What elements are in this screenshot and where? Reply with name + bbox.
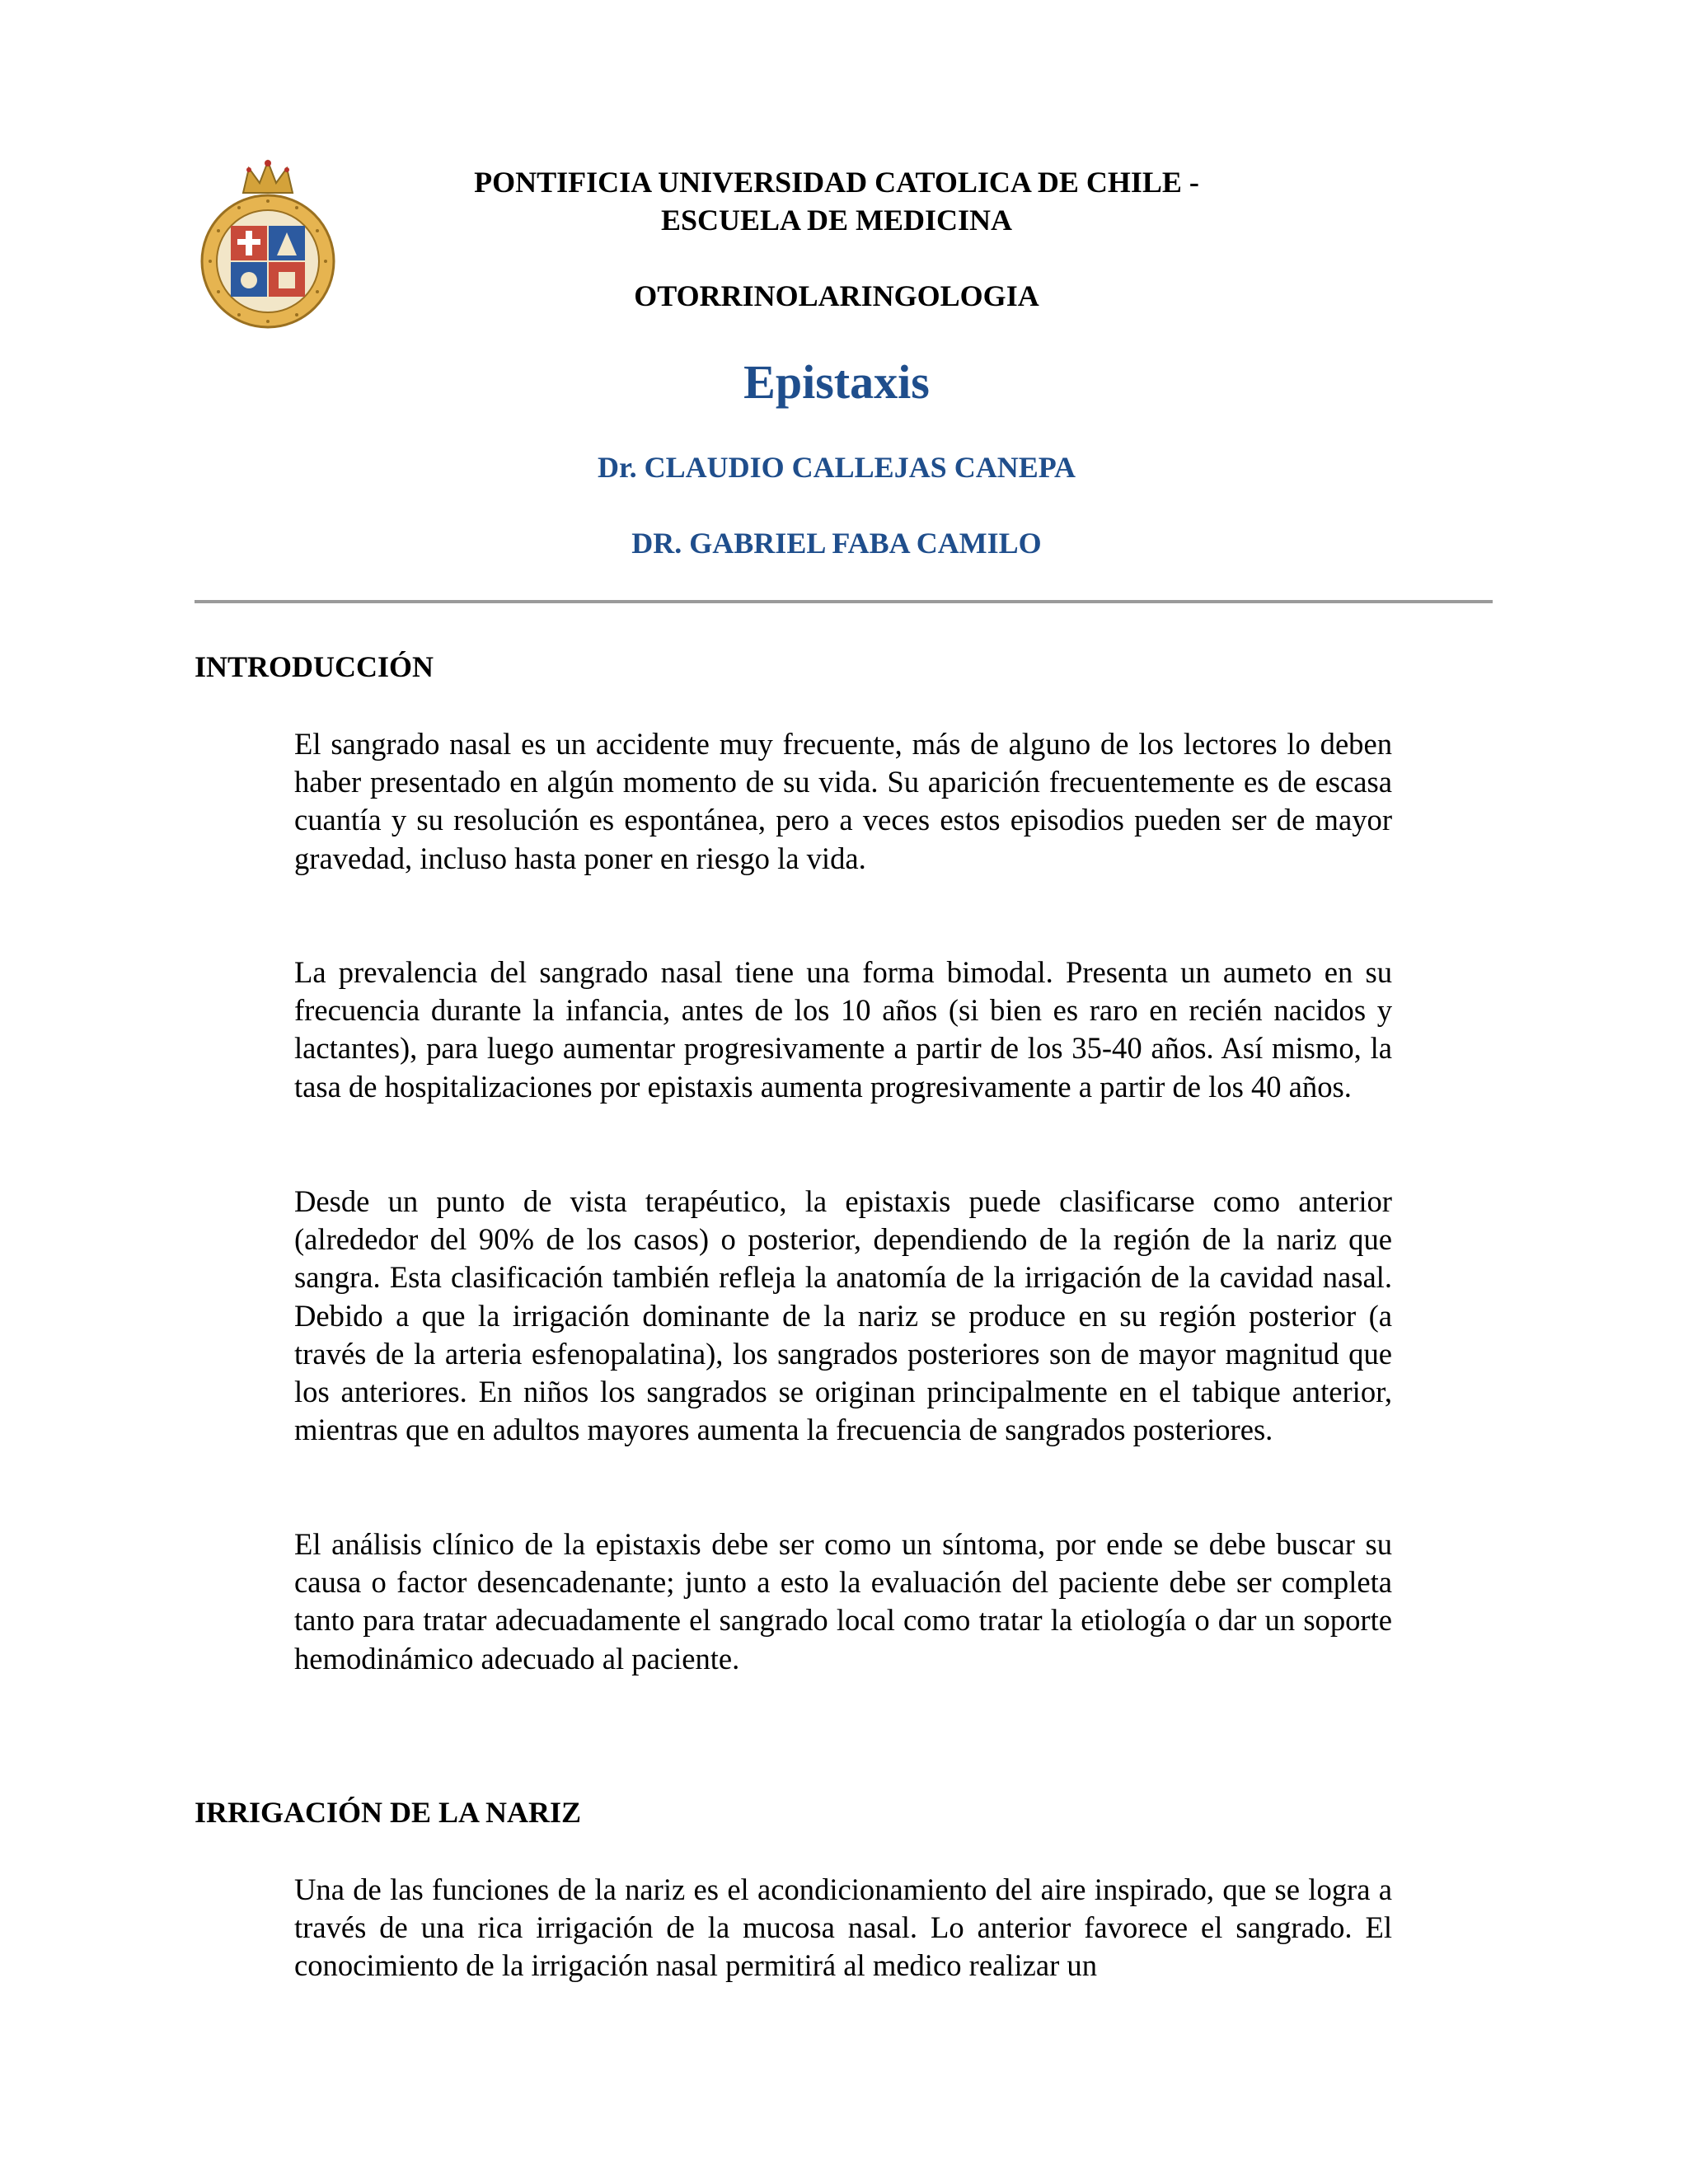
body-paragraph: Desde un punto de vista terapéutico, la epistaxis puede clasificarse como anterior (alrededor del 90% de los casos) o posterior, dependiendo de la región de la nariz que sangra. Esta clasificación también refleja la anatomía de la irrigación de la cavidad nasal. Debido a que la irrigación dominante de la nariz se produce en su región posterior (a través de la arteria esfenopalatina), los sangrados posteriores son de mayor magnitud que los anteriores. En niños los sangrados se originan principalmente en el tabique anterior, mientras que en adultos mayores aumenta la frecuencia de sangrados posteriores. <box>294 1184 1392 1447</box>
author-name: DR. GABRIEL FABA CAMILO <box>631 527 1042 560</box>
department-name: OTORRINOLARINGOLOGIA <box>634 279 1039 312</box>
section-heading: INTRODUCCIÓN <box>195 650 434 683</box>
institution-name: PONTIFICIA UNIVERSIDAD CATOLICA DE CHILE - <box>474 166 1199 199</box>
document-title: Epistaxis <box>743 355 930 409</box>
institution-header <box>0 163 1673 239</box>
body-paragraph: La prevalencia del sangrado nasal tiene una forma bimodal. Presenta un aumeto en su frecuencia durante la infancia, antes de los 10 años (si bien es raro en recién nacidos y lactantes), para luego aumentar progresivamente a partir de los 35-40 años. Así mismo, la tasa de hospitalizaciones por epistaxis aumenta progresivamente a partir de los 40 años. <box>294 955 1392 1104</box>
body-paragraph: Una de las funciones de la nariz es el acondicionamiento del aire inspirado, que se logra a través de una rica irrigación de la mucosa nasal. Lo anterior favorece el sangrado. El conocimiento de la irrigación nasal permitirá al medico realizar un <box>294 1872 1392 1983</box>
school-name: ESCUELA DE MEDICINA <box>660 204 1013 237</box>
body-paragraph: El análisis clínico de la epistaxis debe ser como un síntoma, por ende se debe buscar su causa o factor desencadenante; junto a esto la evaluación del paciente debe ser completa tanto para tratar adecuadamente el sangrado local como tratar la etiología o dar un soporte hemodinámico adecuado al paciente. <box>294 1527 1392 1675</box>
author-name: Dr. CLAUDIO CALLEJAS CANEPA <box>597 451 1076 484</box>
section-heading: IRRIGACIÓN DE LA NARIZ <box>195 1796 582 1829</box>
body-paragraph: El sangrado nasal es un accidente muy frecuente, más de alguno de los lectores lo deben haber presentado en algún momento de su vida. Su aparición frecuentemente es de escasa cuantía y su resolución es espontánea, pero a veces estos episodios pueden ser de mayor gravedad, incluso hasta poner en riesgo la vida. <box>294 727 1392 875</box>
header-divider <box>195 600 1493 603</box>
